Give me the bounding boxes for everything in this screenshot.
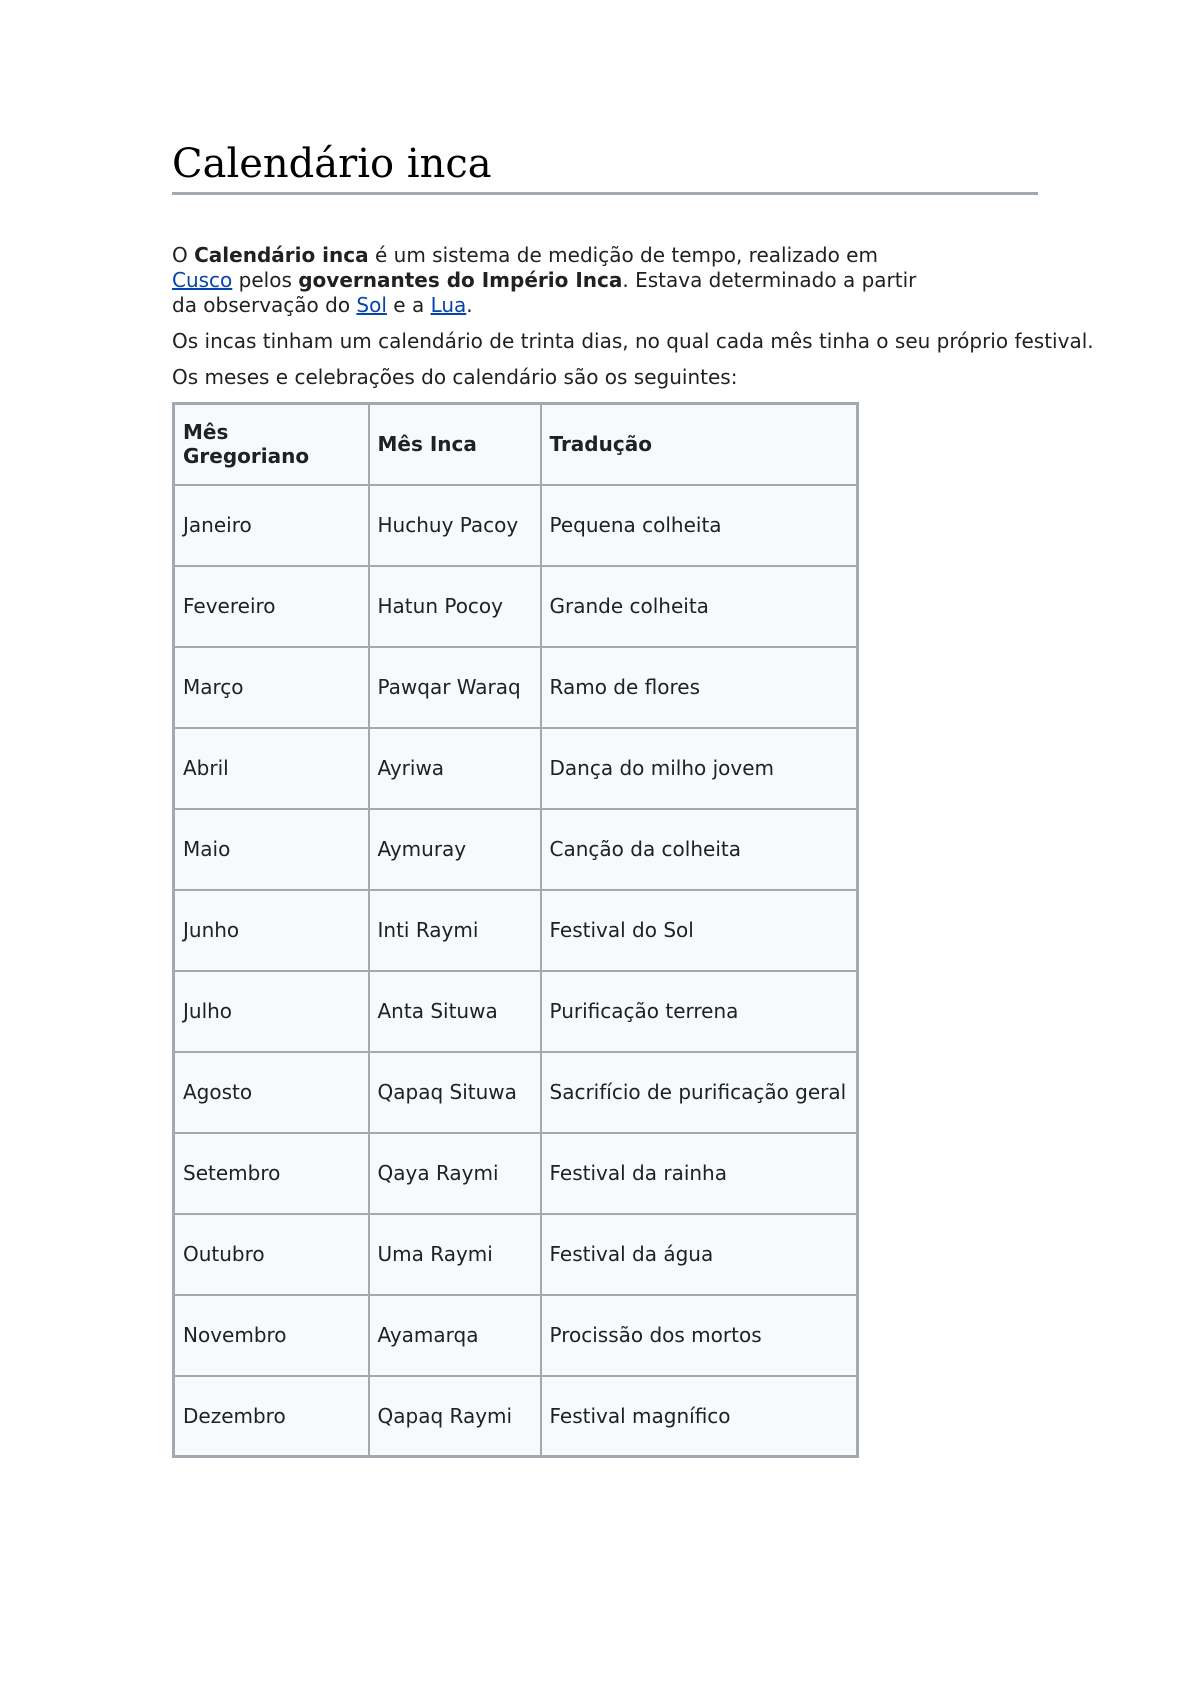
- table-row: [174, 809, 858, 890]
- cell-gregorian: Março: [174, 647, 369, 728]
- calendar-table: [172, 402, 859, 1458]
- intro-text-1: é um sistema de medição de tempo, realizado em: [368, 243, 878, 267]
- cell-translation: Festival do Sol: [541, 890, 858, 971]
- intro-text-2: pelos: [232, 268, 299, 292]
- header-inca-month: Mês Inca: [369, 404, 541, 485]
- link-sol[interactable]: Sol: [356, 293, 387, 317]
- intro-text-3: . Estava determinado a partir da observação do: [172, 268, 917, 317]
- table-row: [174, 971, 858, 1052]
- table-row: [174, 1376, 858, 1457]
- cell-gregorian: Novembro: [174, 1295, 369, 1376]
- table-row: [174, 1295, 858, 1376]
- cell-gregorian: Julho: [174, 971, 369, 1052]
- table-row: [174, 1133, 858, 1214]
- table-row: [174, 1214, 858, 1295]
- header-gregorian-month: Mês Gregoriano: [174, 404, 369, 485]
- cell-inca: Pawqar Waraq: [369, 647, 541, 728]
- cell-translation: Purificação terrena: [541, 971, 858, 1052]
- table-row: [174, 647, 858, 728]
- cell-gregorian: Fevereiro: [174, 566, 369, 647]
- cell-inca: Uma Raymi: [369, 1214, 541, 1295]
- intro-text-4: e a: [386, 293, 431, 317]
- paragraph-calendar-days: Os incas tinham um calendário de trinta dias, no qual cada mês tinha o seu próprio festival.: [172, 329, 1094, 353]
- cell-inca: Hatun Pocoy: [369, 566, 541, 647]
- cell-gregorian: Maio: [174, 809, 369, 890]
- table-row: [174, 485, 858, 566]
- page-title: Calendário inca: [172, 140, 1038, 195]
- intro-text-end: .: [466, 293, 473, 317]
- cell-gregorian: Abril: [174, 728, 369, 809]
- cell-gregorian: Dezembro: [174, 1376, 369, 1457]
- cell-translation: Festival da água: [541, 1214, 858, 1295]
- intro-text-prefix: O: [172, 243, 195, 267]
- table-row: [174, 890, 858, 971]
- cell-translation: Ramo de flores: [541, 647, 858, 728]
- cell-translation: Dança do milho jovem: [541, 728, 858, 809]
- cell-inca: Ayamarqa: [369, 1295, 541, 1376]
- link-lua[interactable]: Lua: [430, 293, 467, 317]
- table-row: [174, 728, 858, 809]
- intro-bold-governantes: governantes do Império Inca: [298, 268, 623, 292]
- cell-inca: Inti Raymi: [369, 890, 541, 971]
- table-row: [174, 566, 858, 647]
- cell-inca: Qaya Raymi: [369, 1133, 541, 1214]
- table-row: [174, 1052, 858, 1133]
- table-header-row: [174, 404, 858, 485]
- header-translation: Tradução: [541, 404, 858, 485]
- cell-inca: Ayriwa: [369, 728, 541, 809]
- cell-gregorian: Setembro: [174, 1133, 369, 1214]
- cell-translation: Grande colheita: [541, 566, 858, 647]
- intro-paragraph: [172, 243, 932, 318]
- cell-gregorian: Outubro: [174, 1214, 369, 1295]
- cell-gregorian: Junho: [174, 890, 369, 971]
- cell-inca: Huchuy Pacoy: [369, 485, 541, 566]
- cell-translation: Festival magnífico: [541, 1376, 858, 1457]
- paragraph-months-intro: Os meses e celebrações do calendário são os seguintes:: [172, 365, 738, 389]
- cell-translation: Festival da rainha: [541, 1133, 858, 1214]
- cell-gregorian: Janeiro: [174, 485, 369, 566]
- link-cusco[interactable]: Cusco: [172, 268, 233, 292]
- cell-inca: Qapaq Raymi: [369, 1376, 541, 1457]
- intro-bold-term: Calendário inca: [194, 243, 369, 267]
- cell-gregorian: Agosto: [174, 1052, 369, 1133]
- cell-inca: Anta Situwa: [369, 971, 541, 1052]
- cell-translation: Procissão dos mortos: [541, 1295, 858, 1376]
- cell-translation: Pequena colheita: [541, 485, 858, 566]
- cell-translation: Canção da colheita: [541, 809, 858, 890]
- article: [172, 140, 1094, 1458]
- cell-inca: Qapaq Situwa: [369, 1052, 541, 1133]
- cell-translation: Sacrifício de purificação geral: [541, 1052, 858, 1133]
- cell-inca: Aymuray: [369, 809, 541, 890]
